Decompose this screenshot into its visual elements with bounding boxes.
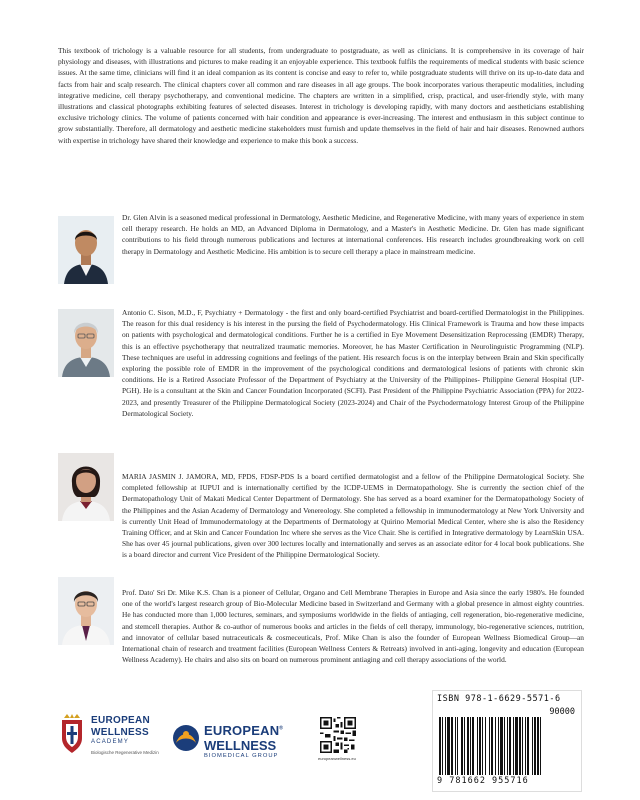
qr-caption: europeanwellness.eu xyxy=(318,756,356,761)
barcode-bar xyxy=(455,717,456,775)
author-photo-alvin xyxy=(58,216,114,284)
author-glen-alvin xyxy=(58,212,584,257)
barcode-bar xyxy=(534,717,536,775)
ean-number: 9 781662 955716 xyxy=(437,776,529,786)
academy-crest-icon xyxy=(58,714,86,754)
barcode-bar xyxy=(513,717,514,775)
barcode-bar xyxy=(479,717,481,775)
barcode-bar xyxy=(509,717,511,775)
isbn-number: ISBN 978-1-6629-5571-6 xyxy=(437,694,561,704)
academy-logo-line2: WELLNESS xyxy=(91,727,149,738)
barcode-bar xyxy=(461,717,463,775)
academy-logo-line3: ACADEMY xyxy=(91,739,130,745)
barcode-bar xyxy=(445,717,446,775)
barcode-bars xyxy=(439,717,575,775)
barcode-bar xyxy=(491,717,493,775)
barcode-bar xyxy=(527,717,529,775)
biomedical-logo-line2: WELLNESS xyxy=(204,738,277,753)
barcode-bar xyxy=(447,717,450,775)
author-photo-jamora xyxy=(58,453,114,521)
barcode-bar xyxy=(482,717,483,775)
barcode-bar xyxy=(470,717,471,775)
barcode-bar xyxy=(489,717,490,775)
qr-code-icon xyxy=(320,717,356,753)
barcode-bar xyxy=(477,717,478,775)
barcode-bar xyxy=(467,717,469,775)
barcode-bar xyxy=(457,717,458,775)
barcode-bar xyxy=(532,717,533,775)
author-bio-chan: Prof. Dato' Sri Dr. Mike K.S. Chan is a pioneer of Cellular, Organo and Cell Membrane Therapies in Europe and Asia since the early 1980's. He founded one of the world's largest research group of Bio-Molecular Medicine based in Switzerland and Germany with a global presence in almost eighty countries. He has conducted more than 1,000 lectures, seminars, and symposiums worldwide in the fields of antiaging, cell regeneration, bio-regenerative medicine, and stemcell therapies. Author & co-author of numerous books and articles in the fields of cell therapy, immunology, bio-regenerative sciences, nutrition, and innovator of cellular based nutraceuticals & cosmeceuticals, Prof. Mike Chan is also the founder of European Wellness Biomedical Group—an International chain of research and treatment facilities (European Wellness Centers & Retreats) involved in anti-aging, longevity and education (European Wellness Academy). He chairs and also sits on board on numerous prominent antiaging and cell therapy associations of the world. xyxy=(122,588,584,665)
barcode-bar xyxy=(515,717,518,775)
barcode-bar xyxy=(525,717,526,775)
author-bio-sison: Antonio C. Sison, M.D., F, Psychiatry + Dermatology - the first and only board-certified Psychiatrist and board-certified Dermatologist in the Philippines. The reason for this dual residency is his interest in the pursing the field of Psychodermatology. His Clinical Framework is Trauma and how these impacts on patients with psychological and dermatological conditions. Further he is a certified in Eye Movement Desensitization Reprocessing (EMDR) Therapy, this is an effective psychotherapy that neutralized traumatic memories. Moreover, he has Master Certification in Neurolinguistic Programming (NLP). These techniques are useful in addressing cognitions and feelings of the patient. His research focus is on the interplay between Brain and Skin specifically exploring the possible role of EMDR in the improvement of the psychological conditions and dermatological lesions of patients with chronic skin conditions. He is a Retired Associate Professor of the Department of Psychiatry at the University of the Philippines- Philippine General Hospital (UP-PGH). He is a consultant at the Skin and Cancer Foundation Incorporated (SCFI). Past President of the Philippine Psychiatric Association (PPA) for 2022-2023, and presently Treasurer of the Philippine Dermatological Society (2023-2024) and Chair of the Psychodermatology Interest Group of the Philippine Dermatological Society. xyxy=(122,308,584,418)
european-wellness-biomedical-logo xyxy=(172,722,312,758)
barcode-bar xyxy=(498,717,499,775)
barcode-bar xyxy=(519,717,521,775)
author-maria-jamora xyxy=(58,471,584,561)
barcode-bar xyxy=(495,717,496,775)
barcode-bar xyxy=(472,717,474,775)
author-mike-chan xyxy=(58,587,584,665)
barcode-bar xyxy=(439,717,441,775)
academy-logo-tagline: Biologische Regenerative Medizin xyxy=(91,750,159,755)
barcode-bar xyxy=(504,717,505,775)
barcode-price-code: 90000 xyxy=(549,707,575,717)
barcode-bar xyxy=(522,717,523,775)
barcode-bar xyxy=(451,717,453,775)
author-bio-alvin: Dr. Glen Alvin is a seasoned medical professional in Dermatology, Aesthetic Medicine, and Regenerative Medicine, with many years of experience in stem cell therapy research. He holds an MD, an Advanced Diploma in Dermatology, and a Master's in Aesthetic Medicine. Dr. Glen has made significant contributions to his field through numerous publications and lectures at international conferences. His research includes groundbreaking work on cell therapy in Dermatology and Aesthetic Medicine. His ambition is to secure cell therapy a place in mainstream medicine. xyxy=(122,213,584,256)
biomedical-drop-icon xyxy=(172,723,200,753)
barcode-bar xyxy=(507,717,508,775)
isbn-barcode xyxy=(432,690,582,792)
barcode-bar xyxy=(537,717,539,775)
european-wellness-academy-logo xyxy=(58,712,170,758)
barcode-bar xyxy=(464,717,465,775)
author-photo-chan xyxy=(58,577,114,645)
biomedical-logo-line3: BIOMEDICAL GROUP xyxy=(204,753,279,759)
author-bio-jamora: MARIA JASMIN J. JAMORA, MD, FPDS, FDSP-PDS Is a board certified dermatologist and a fellow of the Philippine Dermatological Society. She completed fellowship at IUPUI and is internationally certified by the ICDP-UEMS in Dermatopathology. She is currently the section chief of the Dermatopathology Unit of Makati Medical Center Department of Dermatology. She has served as a board examiner for the Dermatopathology Society of the Philippines and the Asian Academy of Dermatology and Venereology. She completed a fellowship in immunodermatology at New York University and is currently Unit Head of Immunodermatology at the Departments of Dermatology at Quirino Memorial Medical Center, where she is also the Residency Training Officer, and at Skin and Cancer Foundation Inc where she serves as the Vice Chair. She is certified in Integrative dermatology by LearnSkin USA. She has over 45 journal publications, given over 300 lectures locally and internationally and serves as an associate editor for 4 local book publications. She is a board director and current Vice President of the Philippine Dermatological Society. xyxy=(122,472,584,560)
barcode-bar xyxy=(442,717,443,775)
author-antonio-sison xyxy=(58,307,584,419)
biomedical-logo-line1: EUROPEAN® xyxy=(204,723,284,738)
author-photo-sison xyxy=(58,309,114,377)
barcode-bar xyxy=(500,717,503,775)
academy-logo-line1: EUROPEAN xyxy=(91,715,151,726)
registered-mark: ® xyxy=(279,725,284,732)
barcode-bar xyxy=(540,717,541,775)
barcode-bar xyxy=(485,717,486,775)
back-cover-blurb: This textbook of trichology is a valuable resource for all students, from undergraduate to postgraduate, as well as clinicians. It is comprehensive in its coverage of hair physiology and diseases, with illustrations and pictures to make reading it an enjoyable experience. This textbook fulfils the requirements of medical students with basic science issues. At the same time, clinicians will find it an ideal companion as its content is concise and easy to refer to, while postgraduate students will thrive on its up-to-date data and facts from hair and scalp research. The clinical chapters cover all common and rare diseases in all age groups. The book incorporates various therapeutic modalities, including integrative medicine, cell therapy psychotherapy, and conventional medicine. The chapters are written in a simplified, crisp, practical, and user-friendly style, with many illustrations and classical photographs exhibiting features of selected diseases. Interest in trichology is developing rapidly, with many doctors and aestheticians establishing exclusive trichology clinics. The volume of patients concerned with hair condition and appearance is ever-increasing. The interest and enthusiasm in this subject continue to grow substantially. Therefore, all dermatology and aesthetic medicine stakeholders must furnish and update themselves in the field of hair and hair diseases. Renowned authors with expertise in trichology have shared their knowledge and experience to make this book a success. xyxy=(58,46,584,145)
